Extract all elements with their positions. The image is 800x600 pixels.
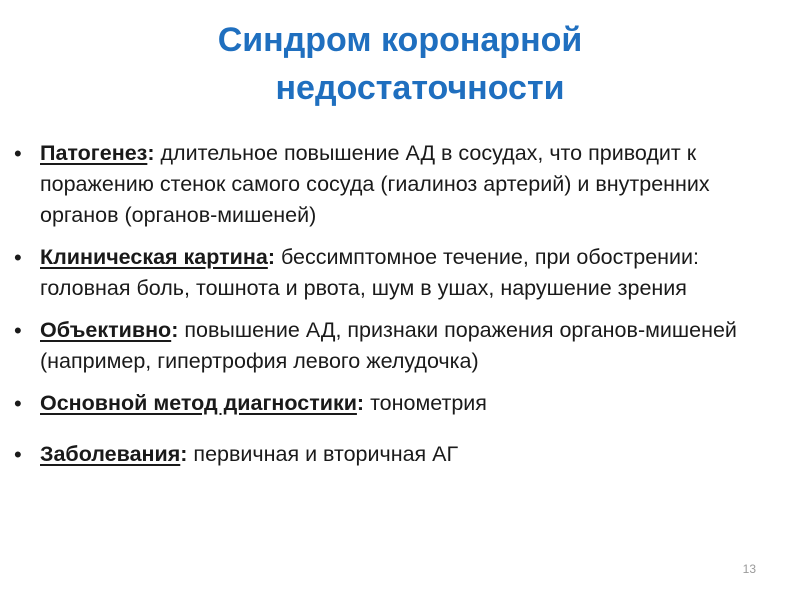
bullet-colon: : xyxy=(267,245,275,269)
bullet-term: Клиническая картина xyxy=(40,245,268,269)
bullet-dot-icon: • xyxy=(14,442,22,467)
bullet-term: Объективно xyxy=(40,318,172,342)
bullet-colon: : xyxy=(147,141,155,165)
bullet-text: длительное повышение АД в сосудах, что приводит к поражению стенок самого сосуда (гиалиноз артерий) и внутренних органов (органов-мишеней) xyxy=(40,141,710,227)
slide-title xyxy=(0,16,800,112)
bullet-colon: : xyxy=(356,391,365,415)
bullet-term: Заболевания xyxy=(40,442,181,466)
page-number: 13 xyxy=(742,562,756,576)
slide-title-line-2: недостаточности xyxy=(275,69,565,107)
bullet-item-pathogenesis xyxy=(14,138,774,231)
bullet-text: повышение АД, признаки поражения органов-мишеней (например, гипертрофия левого желудочка) xyxy=(40,318,737,373)
bullet-dot-icon: • xyxy=(14,141,22,166)
bullet-dot-icon: • xyxy=(14,245,22,270)
bullet-term: Основной метод диагностики xyxy=(40,391,357,415)
slide-title-line-1: Синдром коронарной xyxy=(217,21,583,59)
bullet-item-diagnostic-method xyxy=(14,388,774,419)
bullet-colon: : xyxy=(171,318,179,342)
bullet-dot-icon: • xyxy=(14,391,22,416)
bullet-colon: : xyxy=(180,442,188,466)
bullet-text: тонометрия xyxy=(364,391,487,415)
bullet-text: бессимптомное течение, при обострении: головная боль, тошнота и рвота, шум в ушах, нарушение зрения xyxy=(40,245,700,300)
bullet-item-clinical-picture xyxy=(14,242,774,304)
bullet-item-diseases xyxy=(14,439,774,470)
bullet-dot-icon: • xyxy=(14,318,22,343)
bullet-item-objective xyxy=(14,315,774,377)
bullet-list xyxy=(14,138,774,481)
bullet-text: первичная и вторичная АГ xyxy=(187,442,459,466)
bullet-term: Патогенез xyxy=(40,141,148,165)
